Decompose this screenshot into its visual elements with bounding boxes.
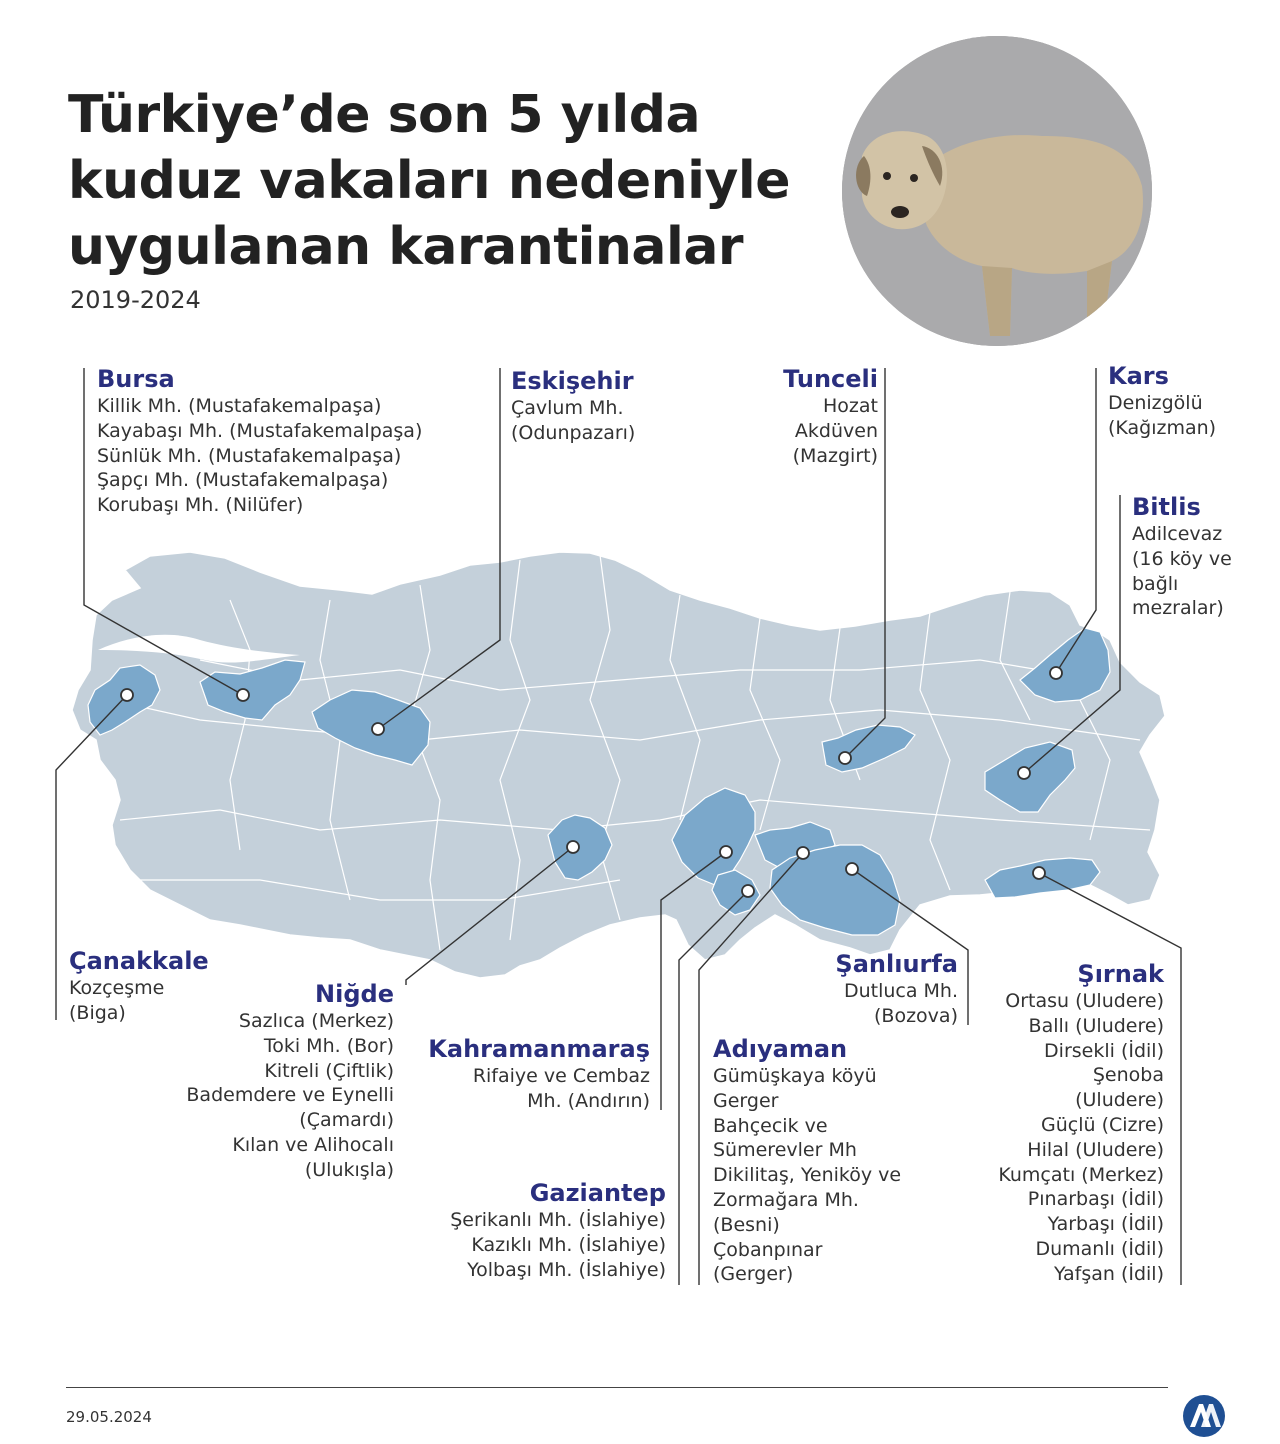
dot-nigde (567, 841, 579, 853)
dot-bursa (237, 689, 249, 701)
label-kars (1108, 361, 1216, 441)
label-adiyaman (713, 1034, 901, 1287)
province-name: Gaziantep (529, 1179, 666, 1207)
province-name: Çanakkale (69, 947, 209, 975)
label-sanliurfa (835, 949, 958, 1029)
province-name: Şanlıurfa (835, 950, 958, 978)
label-bitlis (1132, 492, 1232, 621)
dot-kars (1050, 667, 1062, 679)
dot-gaziantep (742, 885, 754, 897)
dot-kahramanmaras (720, 846, 732, 858)
province-name: Tunceli (783, 365, 878, 393)
dot-adiyaman (797, 847, 809, 859)
dot-canakkale (121, 689, 133, 701)
label-sirnak (998, 959, 1164, 1287)
dot-sirnak (1033, 867, 1045, 879)
label-eskisehir (511, 366, 635, 446)
page-subtitle: 2019-2024 (70, 286, 201, 314)
province-locations: Sazlıca (Merkez) Toki Mh. (Bor) Kitreli (Çiftlik) Bademdere ve Eynelli (Çamardı) Kılan ve Alihocalı (Ulukışla) (186, 1010, 394, 1181)
province-locations: Dutluca Mh. (Bozova) (843, 980, 958, 1027)
label-bursa (97, 364, 422, 518)
province-name: Kahramanmaraş (428, 1035, 650, 1063)
province-name: Eskişehir (511, 367, 634, 395)
dot-bitlis (1018, 767, 1030, 779)
footer-divider (66, 1387, 1168, 1388)
aa-logo (1180, 1392, 1228, 1444)
province-name: Kars (1108, 362, 1169, 390)
label-gaziantep (450, 1178, 666, 1282)
province-locations: Şerikanlı Mh. (İslahiye) Kazıklı Mh. (İslahiye) Yolbaşı Mh. (İslahiye) (450, 1209, 666, 1281)
label-tunceli (783, 364, 878, 468)
province-locations: Killik Mh. (Mustafakemalpaşa) Kayabaşı Mh. (Mustafakemalpaşa) Sünlük Mh. (Mustafakemalpaşa) Şapçı Mh. (Mustafakemalpaşa) Korubaşı Mh. (Nilüfer) (97, 395, 423, 517)
dot-tunceli (839, 752, 851, 764)
publish-date: 29.05.2024 (66, 1408, 152, 1426)
page-title: Türkiye’de son 5 yılda kuduz vakaları nedeniyle uygulanan karantinalar (68, 85, 790, 277)
province-locations: Hozat Akdüven (Mazgirt) (792, 395, 878, 467)
province-locations: Çavlum Mh. (Odunpazarı) (511, 397, 636, 444)
aa-logo-icon (1180, 1392, 1228, 1440)
province-locations: Kozçeşme (Biga) (69, 977, 165, 1024)
dot-sanliurfa (846, 863, 858, 875)
province-name: Şırnak (1077, 960, 1164, 988)
province-name: Adıyaman (713, 1035, 848, 1063)
province-locations: Denizgölü (Kağızman) (1108, 392, 1217, 439)
province-locations: Gümüşkaya köyü Gerger Bahçecik ve Sümerevler Mh Dikilitaş, Yeniköy ve Zormağara Mh. (Besni) Çobanpınar (Gerger) (713, 1065, 902, 1286)
province-locations: Ortasu (Uludere) Ballı (Uludere) Dirsekli (İdil) Şenoba (Uludere) Güçlü (Cizre) Hilal (Uludere) Kumçatı (Merkez) Pınarbaşı (İdil) Yarbaşı (İdil) Dumanlı (İdil) Yafşan (İdil) (998, 990, 1164, 1285)
province-name: Bursa (97, 365, 175, 393)
province-name: Bitlis (1132, 493, 1201, 521)
province-name: Niğde (315, 980, 394, 1008)
dot-eskisehir (372, 723, 384, 735)
label-kahramanmaras (428, 1034, 650, 1114)
province-locations: Rifaiye ve Cembaz Mh. (Andırın) (472, 1065, 650, 1112)
label-nigde (186, 979, 394, 1183)
province-locations: Adilcevaz (16 köy ve bağlı mezralar) (1132, 523, 1232, 620)
